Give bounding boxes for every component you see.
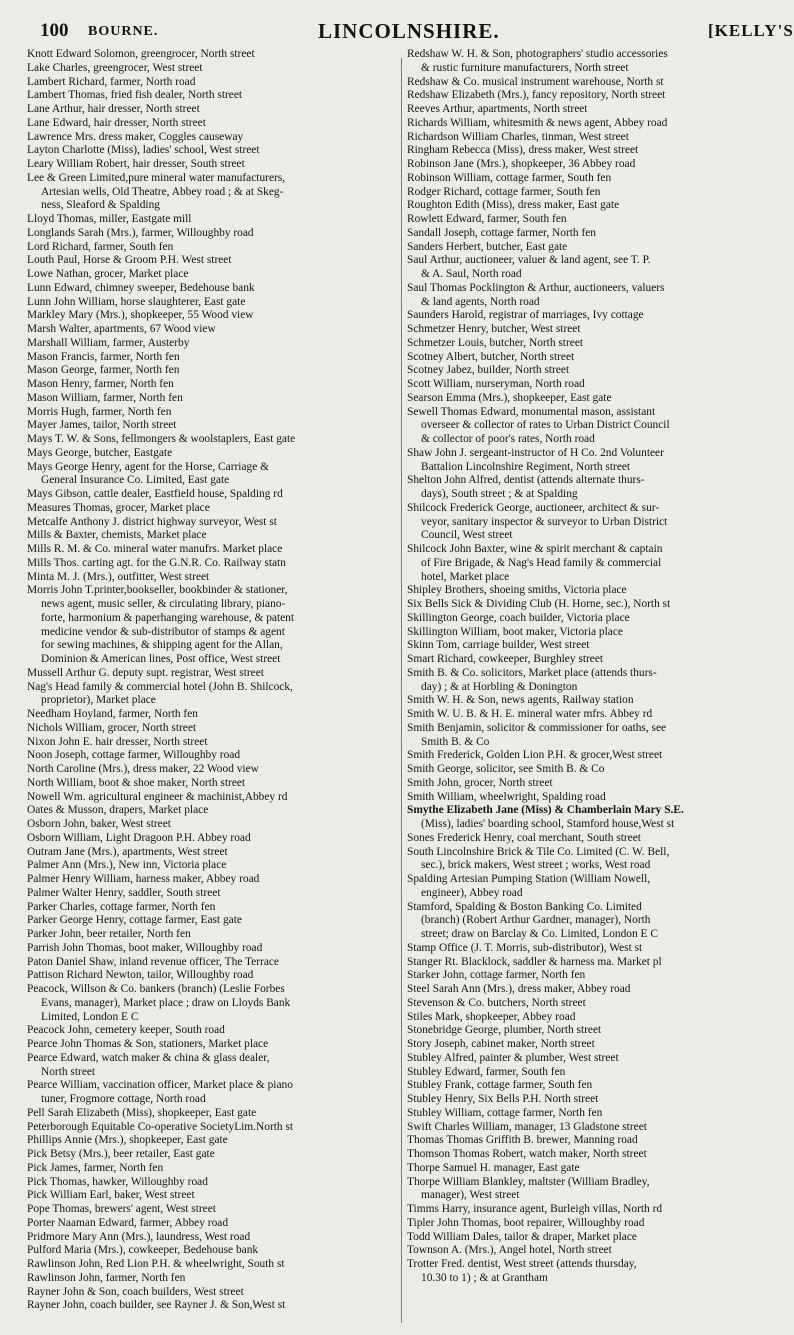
directory-entry: Richardson William Charles, tinman, West street <box>407 130 629 143</box>
directory-entry: Skillington George, coach builder, Victoria place <box>407 611 630 624</box>
directory-entry: Pulford Maria (Mrs.), cowkeeper, Bedehouse bank <box>27 1244 259 1257</box>
running-town: BOURNE. <box>88 24 159 39</box>
directory-entry: Sones Frederick Henry, coal merchant, South street <box>407 831 641 844</box>
directory-entry-continuation: for sewing machines, & shipping agent for the Allan, <box>41 639 283 652</box>
directory-entry-continuation: 10.30 to 1) ; & at Grantham <box>421 1271 548 1284</box>
directory-entry: Rawlinson John, farmer, North fen <box>27 1271 186 1284</box>
directory-entry: Thomson Thomas Robert, watch maker, North street <box>407 1148 647 1160</box>
directory-entry: Shilcock John Baxter, wine & spirit merchant & captain <box>407 543 663 555</box>
directory-entry: Pick James, farmer, North fen <box>27 1161 164 1174</box>
directory-entry-continuation: manager), West street <box>421 1189 520 1202</box>
directory-entry: Tipler John Thomas, boot repairer, Willoughby road <box>407 1216 645 1229</box>
directory-entry: Smith W. H. & Son, news agents, Railway station <box>407 694 634 707</box>
directory-entry: Sandall Joseph, cottage farmer, North fen <box>407 226 597 239</box>
directory-entry-continuation: General Insurance Co. Limited, East gate <box>41 474 230 487</box>
directory-entry: Peacock, Willson & Co. bankers (branch) (Leslie Forbes <box>27 983 285 995</box>
directory-entry: Spalding Artesian Pumping Station (William Nowell, <box>407 873 651 885</box>
directory-entry: Mason William, farmer, North fen <box>27 391 183 404</box>
directory-entry: Nowell Wm. agricultural engineer & machinist,Abbey rd <box>27 790 288 803</box>
directory-entry: Palmer Henry William, harness maker, Abbey road <box>27 873 260 885</box>
directory-entry: Peterborough Equitable Co-operative SocietyLim.North st <box>27 1120 294 1133</box>
directory-entry-continuation: & land agents, North road <box>421 295 540 308</box>
directory-entry: Pearce William, vaccination officer, Market place & piano <box>27 1079 293 1092</box>
directory-entry: Palmer Walter Henry, saddler, South street <box>27 886 221 899</box>
directory-entry-continuation: tuner, Frogmore cottage, North road <box>41 1093 206 1105</box>
directory-entry: Mays George Henry, agent for the Horse, Carriage & <box>27 460 269 473</box>
directory-entry: Reeves Arthur, apartments, North street <box>407 103 588 115</box>
page-header <box>0 14 794 48</box>
directory-entry-continuation: hotel, Market place <box>421 570 510 583</box>
directory-entry: Layton Charlotte (Miss), ladies' school, West street <box>27 144 260 157</box>
directory-entry-continuation: Smith B. & Co <box>421 735 490 748</box>
directory-entry: Saul Arthur, auctioneer, valuer & land agent, see T. P. <box>407 254 651 267</box>
directory-entry: Stonebridge George, plumber, North street <box>407 1024 602 1037</box>
running-publisher: [KELLY'S <box>708 21 794 40</box>
directory-entry: Marsh Walter, apartments, 67 Wood view <box>27 323 216 335</box>
directory-entry: Smart Richard, cowkeeper, Burghley street <box>407 653 604 665</box>
directory-entry-continuation: Dominion & American lines, Post office, West street <box>41 653 281 665</box>
directory-entry-continuation: engineer), Abbey road <box>421 886 523 899</box>
directory-entry: Pick William Earl, baker, West street <box>27 1189 195 1202</box>
directory-entry: Nag's Head family & commercial hotel (John B. Shilcock, <box>27 680 293 693</box>
directory-entry: Stubley Edward, farmer, South fen <box>407 1065 566 1078</box>
right-column <box>407 48 775 1286</box>
directory-entry: Scotney Jabez, builder, North street <box>407 364 570 377</box>
directory-entry: Lunn John William, horse slaughterer, East gate <box>27 295 246 308</box>
directory-entry: Lord Richard, farmer, South fen <box>27 240 174 253</box>
directory-entry: Lake Charles, greengrocer, West street <box>27 61 203 74</box>
directory-entry: South Lincolnshire Brick & Tile Co. Limited (C. W. Bell, <box>407 845 670 858</box>
directory-entry: Stanger Rt. Blacklock, saddler & harness ma. Market pl <box>407 955 662 968</box>
directory-entry-continuation: North street <box>41 1065 96 1078</box>
directory-entry: Mills Thos. carting agt. for the G.N.R. Co. Railway statn <box>27 556 286 569</box>
directory-entry: Stamp Office (J. T. Morris, sub-distributor), West st <box>407 941 643 954</box>
directory-entry: Smythe Elizabeth Jane (Miss) & Chamberlain Mary S.E. <box>407 804 684 817</box>
directory-entry: Lee & Green Limited,pure mineral water manufacturers, <box>27 171 286 184</box>
directory-entry: Smith W. U. B. & H. E. mineral water mfrs. Abbey rd <box>407 708 653 720</box>
directory-entry: Trotter Fred. dentist, West street (attends thursday, <box>407 1258 637 1270</box>
directory-entry-continuation: day) ; & at Horbling & Donington <box>421 680 578 693</box>
directory-entry: Rowlett Edward, farmer, South fen <box>407 213 567 225</box>
directory-entry: Osborn John, baker, West street <box>27 818 171 830</box>
directory-entry: Mason George, farmer, North fen <box>27 364 180 377</box>
directory-entry: Todd William Dales, tailor & draper, Market place <box>407 1230 637 1243</box>
directory-entry: Lambert Richard, farmer, North road <box>27 75 196 88</box>
directory-entry: Mills & Baxter, chemists, Market place <box>27 529 207 542</box>
running-county: LINCOLNSHIRE. <box>318 19 500 43</box>
directory-entry: Shipley Brothers, shoeing smiths, Victoria place <box>407 584 627 597</box>
directory-entry: Stubley Henry, Six Bells P.H. North street <box>407 1093 599 1105</box>
directory-entry-continuation: Council, West street <box>421 529 513 542</box>
directory-entry: Roughton Edith (Miss), dress maker, East gate <box>407 199 620 212</box>
directory-entry: Lawrence Mrs. dress maker, Coggles causeway <box>27 130 244 143</box>
directory-entry: Markley Mary (Mrs.), shopkeeper, 55 Wood view <box>27 309 254 322</box>
directory-entry-continuation: street; draw on Barclay & Co. Limited, London E C <box>421 928 658 940</box>
directory-entry: Thorpe Samuel H. manager, East gate <box>407 1161 580 1174</box>
directory-entry: Stubley William, cottage farmer, North fen <box>407 1106 603 1119</box>
directory-entry-continuation: Evans, manager), Market place ; draw on Lloyds Bank <box>41 996 291 1009</box>
directory-entry: Pick Thomas, hawker, Willoughby road <box>27 1175 208 1188</box>
directory-entry: Stevenson & Co. butchers, North street <box>407 996 586 1009</box>
directory-entry: Skillington William, boot maker, Victoria place <box>407 625 623 638</box>
directory-entry: Pridmore Mary Ann (Mrs.), laundress, West road <box>27 1230 251 1243</box>
directory-entry: Redshaw Elizabeth (Mrs.), fancy repository, North street <box>407 89 666 102</box>
directory-entry: Pell Sarah Elizabeth (Miss), shopkeeper, East gate <box>27 1106 257 1119</box>
directory-entry: Lowe Nathan, grocer, Market place <box>27 268 189 280</box>
directory-entry-continuation: (Miss), ladies' boarding school, Stamford house,West st <box>421 818 675 830</box>
directory-entry: Saunders Harold, registrar of marriages, Ivy cottage <box>407 309 644 322</box>
directory-entry: Stubley Frank, cottage farmer, South fen <box>407 1079 593 1092</box>
directory-entry: Smith John, grocer, North street <box>407 776 553 789</box>
directory-entry: Scott William, nurseryman, North road <box>407 378 585 390</box>
directory-entry: Scotney Albert, butcher, North street <box>407 350 575 363</box>
directory-entry: Mason Henry, farmer, North fen <box>27 378 174 390</box>
page-number: 100 <box>40 20 69 41</box>
directory-entry: Shaw John J. sergeant-instructor of H Co. 2nd Volunteer <box>407 446 664 459</box>
directory-entry: Noon Joseph, cottage farmer, Willoughby road <box>27 749 241 762</box>
directory-entry: Richards William, whitesmith & news agent, Abbey road <box>407 116 668 129</box>
directory-entry: Stiles Mark, shopkeeper, Abbey road <box>407 1010 576 1023</box>
directory-entry: Mays George, butcher, Eastgate <box>27 446 173 459</box>
directory-entry: Morris John T.printer,bookseller, bookbinder & stationer, <box>27 584 288 597</box>
directory-entry-continuation: & A. Saul, North road <box>421 268 522 280</box>
directory-entry: Lambert Thomas, fried fish dealer, North street <box>27 89 243 102</box>
directory-entry: Starker John, cottage farmer, North fen <box>407 969 586 982</box>
directory-entry: Swift Charles William, manager, 13 Gladstone street <box>407 1120 647 1133</box>
directory-entry: Mayer James, tailor, North street <box>27 419 177 432</box>
directory-entry-continuation: Artesian wells, Old Theatre, Abbey road ; & at Skeg- <box>41 185 284 198</box>
directory-entry: Palmer Ann (Mrs.), New inn, Victoria place <box>27 859 227 872</box>
directory-entry: Needham Hoyland, farmer, North fen <box>27 708 198 720</box>
directory-entry: Lane Arthur, hair dresser, North street <box>27 103 200 115</box>
directory-entry: Pattison Richard Newton, tailor, Willoughby road <box>27 969 254 982</box>
directory-entry: Longlands Sarah (Mrs.), farmer, Willoughby road <box>27 226 254 239</box>
directory-entry-continuation: (branch) (Robert Arthur Gardner, manager), North <box>421 914 651 927</box>
directory-entry: Outram Jane (Mrs.), apartments, West street <box>27 845 228 858</box>
directory-entry-continuation: proprietor), Market place <box>41 694 156 707</box>
directory-entry: Thorpe William Blankley, maltster (William Bradley, <box>407 1175 650 1188</box>
directory-entry-continuation: veyor, sanitary inspector & surveyor to Urban District <box>421 515 668 528</box>
directory-entry: Skinn Tom, carriage builder, West street <box>407 639 590 652</box>
directory-entry: Smith Benjamin, solicitor & commissioner for oaths, see <box>407 721 667 734</box>
directory-entry-continuation: Limited, London E C <box>41 1010 139 1023</box>
directory-entry-continuation: & collector of poor's rates, North road <box>421 433 595 445</box>
directory-entry: Redshaw & Co. musical instrument warehouse, North st <box>407 75 664 88</box>
directory-entry: Lloyd Thomas, miller, Eastgate mill <box>27 213 192 225</box>
directory-entry: Shelton John Alfred, dentist (attends alternate thurs- <box>407 474 645 487</box>
directory-entry: Searson Emma (Mrs.), shopkeeper, East gate <box>407 391 612 404</box>
directory-entry: Townson A. (Mrs.), Angel hotel, North street <box>407 1244 612 1257</box>
directory-entry: Robinson William, cottage farmer, South fen <box>407 171 612 184</box>
directory-entry: Steel Sarah Ann (Mrs.), dress maker, Abbey road <box>407 983 631 995</box>
directory-entry: Parrish John Thomas, boot maker, Willoughby road <box>27 941 263 954</box>
directory-entry: Saul Thomas Pocklington & Arthur, auctioneers, valuers <box>407 281 665 294</box>
directory-entry: Parker George Henry, cottage farmer, East gate <box>27 914 242 927</box>
directory-entry: Smith B. & Co. solicitors, Market place (attends thurs- <box>407 666 657 679</box>
directory-entry: Parker Charles, cottage farmer, North fen <box>27 900 216 913</box>
directory-entry: Mays Gibson, cattle dealer, Eastfield house, Spalding rd <box>27 488 283 500</box>
directory-entry: Porter Naaman Edward, farmer, Abbey road <box>27 1216 229 1229</box>
directory-entry: Stubley Alfred, painter & plumber, West street <box>407 1051 619 1064</box>
directory-entry: Lane Edward, hair dresser, North street <box>27 116 206 129</box>
directory-entry: Schmetzer Henry, butcher, West street <box>407 323 581 335</box>
directory-entry: Thomas Thomas Griffith B. brewer, Manning road <box>407 1134 638 1147</box>
directory-entry: Morris Hugh, farmer, North fen <box>27 405 172 418</box>
directory-entry: North Caroline (Mrs.), dress maker, 22 Wood view <box>27 763 259 775</box>
directory-entry: Peacock John, cemetery keeper, South road <box>27 1024 225 1037</box>
directory-entry: Pick Betsy (Mrs.), beer retailer, East gate <box>27 1148 215 1160</box>
directory-entry: Nixon John E. hair dresser, North street <box>27 735 208 748</box>
directory-entry-continuation: overseer & collector of rates to Urban District Council <box>421 419 670 432</box>
directory-entry: Mills R. M. & Co. mineral water manufrs. Market place <box>27 543 283 555</box>
directory-entry-continuation: medicine vendor & sub-distributor of stamps & agent <box>41 625 285 638</box>
directory-entry: Mason Francis, farmer, North fen <box>27 350 180 363</box>
directory-entry-continuation: of Fire Brigade, & Nag's Head family & commercial <box>421 556 662 569</box>
directory-entry: Phillips Annie (Mrs.), shopkeeper, East gate <box>27 1134 228 1147</box>
directory-entry: Rodger Richard, cottage farmer, South fen <box>407 185 601 198</box>
directory-entry: Louth Paul, Horse & Groom P.H. West street <box>27 254 232 267</box>
directory-entry: Pearce Edward, watch maker & china & glass dealer, <box>27 1051 270 1064</box>
column-divider <box>401 58 402 1323</box>
directory-entry-continuation: ness, Sleaford & Spalding <box>41 199 160 212</box>
directory-entry: Metcalfe Anthony J. district highway surveyor, West st <box>27 515 277 528</box>
directory-entry: Mussell Arthur G. deputy supt. registrar, West street <box>27 666 264 679</box>
directory-entry: Stamford, Spalding & Boston Banking Co. Limited <box>407 900 642 913</box>
directory-entry: Lunn Edward, chimney sweeper, Bedehouse bank <box>27 281 255 294</box>
directory-entry: Pearce John Thomas & Son, stationers, Market place <box>27 1038 269 1050</box>
directory-entry-continuation: forte, harmonium & paperhanging warehouse, & patent <box>41 611 295 624</box>
directory-entry: Oates & Musson, drapers, Market place <box>27 804 209 817</box>
directory-entry: Ringham Rebecca (Miss), dress maker, West street <box>407 144 639 157</box>
directory-entry-continuation: days), South street ; & at Spalding <box>421 488 578 500</box>
directory-entry: Mays T. W. & Sons, fellmongers & woolstaplers, East gate <box>27 433 296 445</box>
directory-entry: Measures Thomas, grocer, Market place <box>27 501 210 514</box>
directory-entry: Redshaw W. H. & Son, photographers' studio accessories <box>407 48 668 60</box>
directory-entry: Parker John, beer retailer, North fen <box>27 928 191 940</box>
directory-entry: Marshall William, farmer, Austerby <box>27 336 190 349</box>
directory-entry: Knott Edward Solomon, greengrocer, North street <box>27 48 255 60</box>
directory-entry: Robinson Jane (Mrs.), shopkeeper, 36 Abbey road <box>407 158 636 170</box>
directory-entry: Minta M. J. (Mrs.), outfitter, West street <box>27 570 210 583</box>
directory-entry: Smith George, solicitor, see Smith B. & Co <box>407 763 605 775</box>
directory-entry: North William, boot & shoe maker, North street <box>27 776 246 789</box>
directory-entry-continuation: Battalion Lincolnshire Regiment, North street <box>421 460 631 473</box>
directory-entry: Schmetzer Louis, butcher, North street <box>407 336 584 349</box>
directory-entry: Rawlinson John, Red Lion P.H. & wheelwright, South st <box>27 1258 285 1270</box>
directory-entry: Sanders Herbert, butcher, East gate <box>407 240 568 253</box>
directory-entry-continuation: news agent, music seller, & circulating library, piano- <box>41 598 286 610</box>
directory-entry: Timms Harry, insurance agent, Burleigh villas, North rd <box>407 1203 663 1215</box>
directory-entry: Smith Frederick, Golden Lion P.H. & grocer,West street <box>407 749 663 762</box>
directory-entry: Nichols William, grocer, North street <box>27 721 197 734</box>
directory-entry: Osborn William, Light Dragoon P.H. Abbey road <box>27 831 251 844</box>
directory-entry: Six Bells Sick & Dividing Club (H. Horne, sec.), North st <box>407 598 671 610</box>
directory-entry: Pope Thomas, brewers' agent, West street <box>27 1203 216 1215</box>
directory-entry-continuation: & rustic furniture manufacturers, North street <box>421 61 629 74</box>
directory-entry: Paton Daniel Shaw, inland revenue officer, The Terrace <box>27 955 279 968</box>
directory-entry: Leary William Robert, hair dresser, South street <box>27 158 245 170</box>
directory-entry: Sewell Thomas Edward, monumental mason, assistant <box>407 405 656 418</box>
directory-entry: Shilcock Frederick George, auctioneer, architect & sur- <box>407 501 660 514</box>
directory-entry: Story Joseph, cabinet maker, North street <box>407 1038 595 1050</box>
directory-entry: Smith William, wheelwright, Spalding road <box>407 790 606 803</box>
left-column <box>27 48 397 1313</box>
directory-entry: Rayner John & Son, coach builders, West street <box>27 1285 244 1298</box>
directory-entry-continuation: sec.), brick makers, West street ; works, West road <box>421 859 651 872</box>
directory-entry: Rayner John, coach builder, see Rayner J. & Son,West st <box>27 1299 286 1312</box>
